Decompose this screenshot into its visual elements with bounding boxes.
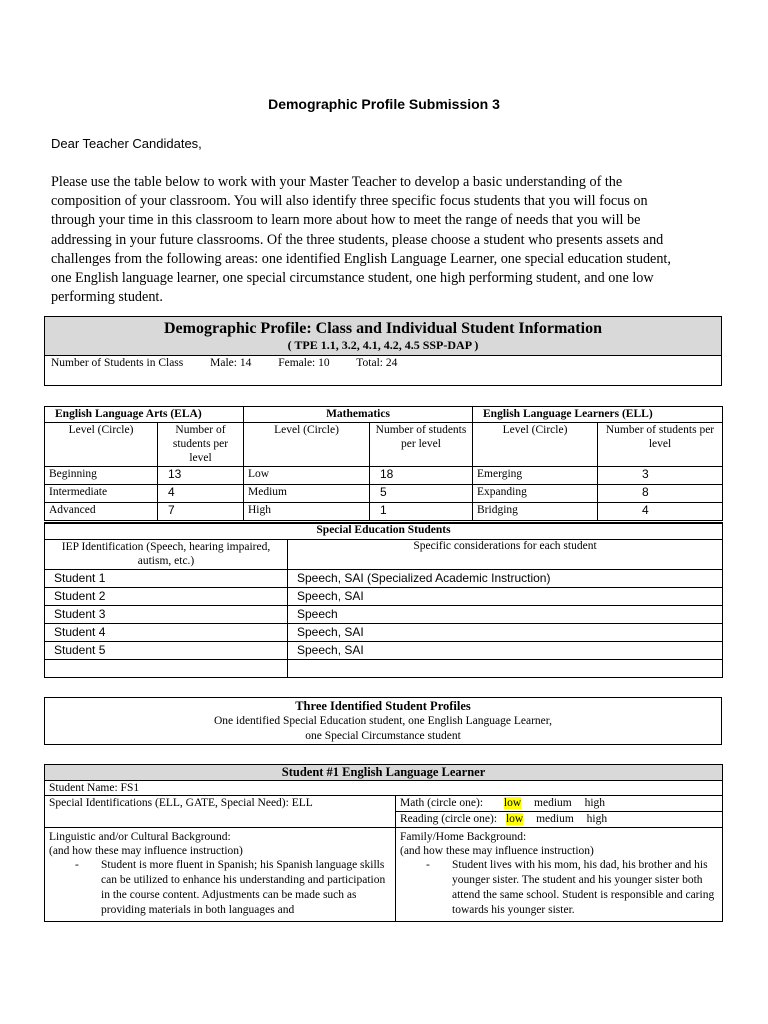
family-background-title: Family/Home Background: (400, 831, 527, 843)
math-label: Math (circle one): (400, 797, 484, 809)
iep-identification-header: IEP Identification (Speech, hearing impaired, autism, etc.) (45, 539, 288, 569)
student-consideration: Speech (288, 605, 723, 623)
profile-header-box (44, 316, 722, 386)
math-level-count: 1 (370, 503, 473, 521)
math-level-name: Medium (244, 485, 370, 503)
reading-label: Reading (circle one): (400, 813, 498, 825)
profile-header-title: Demographic Profile: Class and Individual Student Information (164, 320, 602, 337)
considerations-header: Specific considerations for each student (288, 539, 723, 569)
ell-level-name: Emerging (473, 467, 598, 485)
student-id: Student 5 (45, 641, 288, 659)
family-background-subtitle: (and how these may influence instruction) (400, 845, 594, 857)
ell-count-label: Number of students per level (598, 423, 723, 467)
math-header: Mathematics (244, 407, 473, 423)
bullet-dash: - (426, 859, 430, 871)
reading-option-high: high (586, 813, 608, 825)
table-row (45, 623, 723, 641)
ela-header: English Language Arts (ELA) (45, 407, 244, 423)
math-level-label: Level (Circle) (244, 423, 370, 467)
ell-level-name: Expanding (473, 485, 598, 503)
linguistic-background-cell (45, 828, 396, 922)
student-1-title: Student #1 English Language Learner (45, 765, 723, 781)
female-count: Female: 10 (278, 357, 330, 369)
math-level-count: 5 (370, 485, 473, 503)
male-count: Male: 14 (210, 357, 252, 369)
math-level-select (396, 796, 723, 812)
student-profiles-box (44, 697, 722, 745)
math-level-name: Low (244, 467, 370, 485)
linguistic-background-title: Linguistic and/or Cultural Background: (49, 831, 231, 843)
table-row (45, 503, 723, 521)
linguistic-background-subtitle: (and how these may influence instruction) (49, 845, 243, 857)
student-id: Student 3 (45, 605, 288, 623)
table-row (45, 485, 723, 503)
ell-level-name: Bridging (473, 503, 598, 521)
ela-level-name: Advanced (45, 503, 158, 521)
ela-level-count: 7 (158, 503, 244, 521)
ela-level-count: 4 (158, 485, 244, 503)
profile-header-subtitle: ( TPE 1.1, 3.2, 4.1, 4.2, 4.5 SSP-DAP ) (287, 338, 479, 352)
table-row (45, 605, 723, 623)
reading-option-medium: medium (536, 813, 574, 825)
empty-cell (45, 659, 288, 677)
student-id: Student 2 (45, 587, 288, 605)
ela-level-label: Level (Circle) (45, 423, 158, 467)
profiles-line-2: one Special Circumstance student (305, 730, 461, 742)
ell-level-label: Level (Circle) (473, 423, 598, 467)
math-option-medium: medium (534, 797, 572, 809)
family-background-text: Student lives with his mom, his dad, his brother and his younger sister. The student and his younger sister both attend the same school. Student is responsible and caring towards his younger sister. (452, 859, 715, 916)
ela-level-name: Intermediate (45, 485, 158, 503)
ela-level-count: 13 (158, 467, 244, 485)
table-row (45, 569, 723, 587)
ell-header: English Language Learners (ELL) (473, 407, 723, 423)
student-consideration: Speech, SAI (Specialized Academic Instruction) (288, 569, 723, 587)
ell-level-count: 3 (598, 467, 723, 485)
special-identifications: Special Identifications (ELL, GATE, Special Need): ELL (45, 796, 396, 828)
reading-option-low: low (505, 813, 524, 825)
students-in-class-label: Number of Students in Class (51, 357, 184, 369)
student-id: Student 4 (45, 623, 288, 641)
special-education-table (44, 522, 723, 678)
student-1-table (44, 764, 723, 922)
student-name: Student Name: FS1 (45, 781, 723, 796)
empty-cell (288, 659, 723, 677)
linguistic-background-bullet (49, 858, 391, 918)
special-education-header: Special Education Students (45, 523, 723, 539)
student-consideration: Speech, SAI (288, 587, 723, 605)
table-row (45, 641, 723, 659)
ela-count-label: Number of students per level (158, 423, 244, 467)
math-level-name: High (244, 503, 370, 521)
table-row (45, 587, 723, 605)
student-id: Student 1 (45, 569, 288, 587)
ell-level-count: 4 (598, 503, 723, 521)
intro-paragraph: Please use the table below to work with your Master Teacher to develop a basic understanding of the composition of your classroom. You will also identify three specific focus students that you will focus on through your time in this classroom to learn more about how to meet the range of needs that you will be addressing in your future classrooms. Of the three students, please choose a student who presents assets and challenges from the following areas: one identified English Language Learner, one special education student, one English language learner, one special circumstance student, one high performing student, and one low performing student. (51, 174, 671, 306)
family-background-bullet (400, 858, 718, 918)
levels-table (44, 406, 723, 521)
table-row (45, 467, 723, 485)
profile-header-banner (45, 317, 721, 356)
ell-level-count: 8 (598, 485, 723, 503)
table-row (45, 659, 723, 677)
student-consideration: Speech, SAI (288, 641, 723, 659)
linguistic-background-text: Student is more fluent in Spanish; his Spanish language skills can be utilized to enhance his understanding and participation in the course content. Adjustments can be made such as providing materials in both languages and (101, 859, 386, 916)
total-count: Total: 24 (356, 357, 398, 369)
family-background-cell (396, 828, 723, 922)
student-consideration: Speech, SAI (288, 623, 723, 641)
bullet-dash: - (75, 859, 79, 871)
profiles-title: Three Identified Student Profiles (295, 699, 471, 713)
math-option-high: high (584, 797, 606, 809)
reading-level-select (396, 812, 723, 828)
document-title: Demographic Profile Submission 3 (268, 96, 500, 112)
ela-level-name: Beginning (45, 467, 158, 485)
greeting: Dear Teacher Candidates, (51, 136, 202, 151)
class-count-row (45, 356, 721, 370)
profiles-line-1: One identified Special Education student, one English Language Learner, (213, 715, 553, 727)
math-count-label: Number of students per level (370, 423, 473, 467)
math-option-low: low (503, 797, 522, 809)
math-level-count: 18 (370, 467, 473, 485)
